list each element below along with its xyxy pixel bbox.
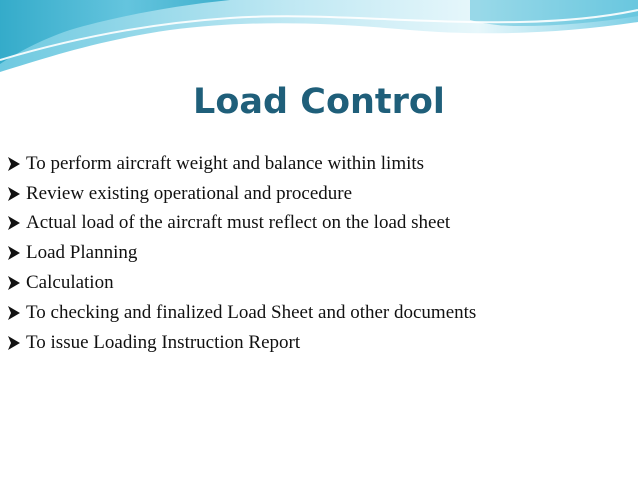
slide-title: Load Control (193, 82, 445, 122)
list-item (8, 268, 633, 298)
bullet-text: Load Planning (26, 242, 138, 264)
bullet-list (8, 149, 633, 358)
arrowhead-check-icon (8, 187, 20, 201)
arrowhead-check-icon (8, 336, 20, 350)
wave-header-decoration (0, 0, 638, 80)
list-item (8, 238, 633, 268)
arrowhead-check-icon (8, 157, 20, 171)
bullet-text: To checking and finalized Load Sheet and other documents (26, 301, 477, 323)
list-item (8, 298, 633, 328)
arrowhead-check-icon (8, 216, 20, 230)
bullet-text: To issue Loading Instruction Report (26, 331, 301, 353)
list-item (8, 149, 633, 179)
bullet-text: To perform aircraft weight and balance within limits (26, 152, 425, 174)
arrowhead-check-icon (8, 306, 20, 320)
list-item (8, 209, 633, 239)
arrowhead-check-icon (8, 276, 20, 290)
arrowhead-check-icon (8, 246, 20, 260)
list-item (8, 179, 633, 209)
list-item (8, 328, 633, 358)
bullet-text: Actual load of the aircraft must reflect on the load sheet (26, 212, 451, 234)
bullet-text: Review existing operational and procedure (26, 182, 353, 204)
bullet-text: Calculation (26, 272, 114, 294)
